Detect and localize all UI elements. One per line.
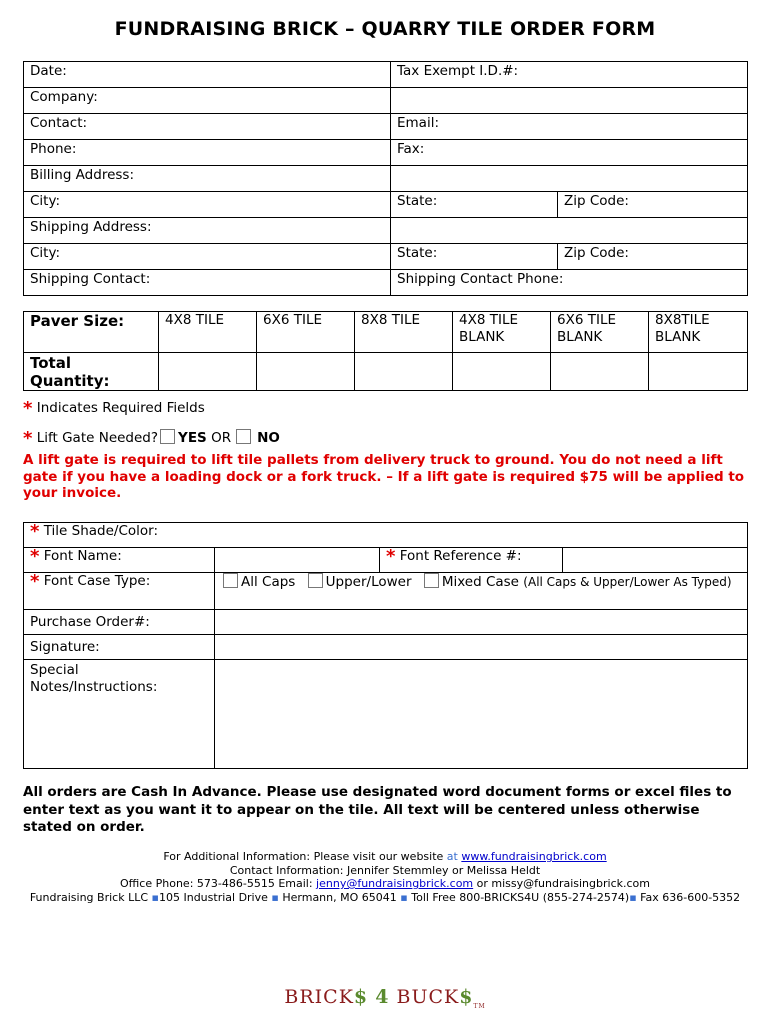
billing-address-label: Billing Address:: [30, 167, 134, 183]
billing-state-field[interactable]: [391, 192, 558, 218]
footer-contact-line: Contact Information: Jennifer Stemmley or Melissa Heldt: [229, 863, 541, 877]
tax-id-field[interactable]: [391, 62, 748, 88]
email-missy-text: or missy@fundraisingbrick.com: [476, 877, 650, 890]
bullet-icon: ▪: [629, 890, 637, 904]
purchase-order-label-cell: [24, 610, 215, 635]
special-notes-line-2: Notes/Instructions:: [30, 679, 158, 695]
bullet-icon: ▪: [271, 890, 279, 904]
shipping-state-field[interactable]: [391, 244, 558, 270]
billing-address-field-2[interactable]: [391, 166, 748, 192]
shipping-address-field[interactable]: [24, 218, 391, 244]
qty-4x8-tile[interactable]: [159, 353, 257, 391]
shipping-contact-label: Shipping Contact:: [30, 271, 151, 287]
bullet-icon: ▪: [151, 890, 159, 904]
required-asterisk-icon: *: [386, 546, 396, 567]
lift-gate-question: Lift Gate Needed?: [36, 430, 159, 446]
qty-6x6-tile-blank[interactable]: [551, 353, 649, 391]
phone-field[interactable]: [24, 140, 391, 166]
tile-shade-label: Tile Shade/Color:: [43, 523, 159, 539]
size-6x6-tile-blank: 6X6 TILE BLANK: [551, 312, 649, 353]
font-name-label: Font Name:: [43, 548, 122, 564]
office-phone-text: Office Phone: 573-486-5515 Email:: [120, 877, 313, 890]
size-8x8-tile: 8X8 TILE: [355, 312, 453, 353]
purchase-order-input[interactable]: [215, 610, 748, 635]
contact-info-table: [23, 61, 748, 296]
billing-address-field[interactable]: [24, 166, 391, 192]
all-caps-checkbox[interactable]: [223, 573, 238, 588]
required-fields-note: [23, 398, 205, 419]
tax-id-label: Tax Exempt I.D.#:: [397, 63, 519, 79]
total-quantity-line-2: Quantity:: [30, 372, 110, 390]
qty-8x8-tile[interactable]: [355, 353, 453, 391]
date-label: Date:: [30, 63, 67, 79]
required-asterisk-icon: *: [23, 428, 33, 449]
shipping-city-field[interactable]: [24, 244, 391, 270]
shipping-address-field-2[interactable]: [391, 218, 748, 244]
state-label: State:: [397, 193, 438, 209]
font-reference-label: Font Reference #:: [399, 548, 522, 564]
orders-notice: All orders are Cash In Advance. Please use designated word document forms or excel files to enter text as you want it to appear on the tile. All text will be centered unless otherwise stated on order.: [23, 784, 732, 835]
upper-lower-checkbox[interactable]: [308, 573, 323, 588]
required-asterisk-icon: *: [30, 521, 40, 542]
lift-gate-yes-label: YES: [178, 430, 207, 446]
city-label: City:: [30, 193, 61, 209]
paver-size-table: [23, 311, 748, 391]
city-label: City:: [30, 245, 61, 261]
toll-free-number: Toll Free 800-BRICKS4U (855-274-2574): [411, 890, 630, 904]
font-case-label: Font Case Type:: [43, 573, 151, 589]
logo-dollar-1: $: [353, 986, 369, 1008]
paver-size-label: Paver Size:: [24, 312, 159, 353]
upper-lower-label: Upper/Lower: [325, 574, 412, 590]
size-6x6-tile: 6X6 TILE: [257, 312, 355, 353]
size-4x8-tile: 4X8 TILE: [159, 312, 257, 353]
mixed-case-checkbox[interactable]: [424, 573, 439, 588]
email-field[interactable]: [391, 114, 748, 140]
street-address: 105 Industrial Drive: [158, 890, 268, 904]
required-fields-text: Indicates Required Fields: [36, 400, 205, 416]
logo-tm: TM: [473, 1002, 486, 1010]
billing-city-field[interactable]: [24, 192, 391, 218]
qty-4x8-tile-blank[interactable]: [453, 353, 551, 391]
font-case-options: [215, 573, 748, 610]
footer-info-line: [23, 850, 747, 864]
footer: [23, 850, 747, 904]
signature-label-cell: [24, 635, 215, 660]
lift-gate-or: OR: [211, 430, 232, 446]
email-label: Email:: [397, 115, 440, 131]
bricks-4-bucks-logo: [0, 986, 770, 1010]
logo-part-4: 4: [375, 986, 390, 1008]
required-asterisk-icon: *: [23, 398, 33, 419]
fax-label: Fax:: [397, 141, 425, 157]
zip-label: Zip Code:: [564, 193, 629, 209]
contact-field[interactable]: [24, 114, 391, 140]
company-label: Company:: [30, 89, 98, 105]
billing-zip-field[interactable]: [558, 192, 748, 218]
footer-phone-line: [23, 877, 747, 891]
shipping-contact-field[interactable]: [24, 270, 391, 296]
purchase-order-label: Purchase Order#:: [30, 614, 150, 630]
shipping-contact-phone-label: Shipping Contact Phone:: [397, 271, 564, 287]
lift-gate-no-label: NO: [257, 430, 280, 446]
logo-part-brick: BRICK: [284, 986, 354, 1008]
all-caps-label: All Caps: [241, 574, 296, 590]
shipping-contact-phone-field[interactable]: [391, 270, 748, 296]
website-link[interactable]: www.fundraisingbrick.com: [461, 850, 607, 863]
special-notes-label-cell: [24, 660, 215, 769]
total-quantity-line-1: Total: [30, 354, 71, 372]
font-reference-input[interactable]: [563, 548, 748, 573]
footer-info-at: at: [446, 850, 458, 863]
bullet-icon: ▪: [400, 890, 408, 904]
required-asterisk-icon: *: [30, 546, 40, 567]
total-quantity-label: [24, 353, 159, 391]
phone-label: Phone:: [30, 141, 77, 157]
lift-gate-no-checkbox[interactable]: [236, 429, 251, 444]
form-title: FUNDRAISING BRICK – QUARRY TILE ORDER FORM: [114, 18, 656, 40]
lift-gate-row: [23, 428, 280, 449]
shipping-address-label: Shipping Address:: [30, 219, 152, 235]
mixed-case-label: Mixed Case: [441, 574, 519, 590]
special-notes-line-1: Special: [30, 662, 79, 678]
fax-number: Fax 636-600-5352: [640, 890, 741, 904]
tile-shade-field[interactable]: [24, 523, 748, 548]
state-label: State:: [397, 245, 438, 261]
signature-label: Signature:: [30, 639, 100, 655]
contact-label: Contact:: [30, 115, 88, 131]
shipping-zip-field[interactable]: [558, 244, 748, 270]
date-field[interactable]: [24, 62, 391, 88]
lift-gate-yes-checkbox[interactable]: [160, 429, 175, 444]
size-4x8-tile-blank: 4X8 TILE BLANK: [453, 312, 551, 353]
font-name-input[interactable]: [215, 548, 380, 573]
lift-gate-notice: A lift gate is required to lift tile pallets from delivery truck to ground. You do not need a lift gate if you have a loading dock or a fork truck. – If a lift gate is required $75 will be applied to your invoice.: [23, 452, 745, 501]
tile-details-table: [23, 522, 748, 769]
qty-6x6-tile[interactable]: [257, 353, 355, 391]
signature-input[interactable]: [215, 635, 748, 660]
footer-address-line: [23, 891, 747, 905]
font-case-label-cell: [24, 573, 215, 610]
logo-part-buck: BUCK: [396, 986, 460, 1008]
company-field-2[interactable]: [391, 88, 748, 114]
special-notes-input[interactable]: [215, 660, 748, 769]
logo-dollar-2: $: [459, 986, 474, 1008]
font-name-label-cell: [24, 548, 215, 573]
email-link-jenny[interactable]: jenny@fundraisingbrick.com: [316, 877, 474, 890]
required-asterisk-icon: *: [30, 571, 40, 592]
footer-info-prefix: For Additional Information: Please visit our website: [163, 850, 444, 863]
fax-field[interactable]: [391, 140, 748, 166]
zip-label: Zip Code:: [564, 245, 629, 261]
company-field[interactable]: [24, 88, 391, 114]
size-8x8-tile-blank: 8X8TILE BLANK: [649, 312, 748, 353]
font-reference-label-cell: [380, 548, 563, 573]
company-name: Fundraising Brick LLC: [29, 890, 149, 904]
city-state-zip: Hermann, MO 65041: [282, 890, 397, 904]
qty-8x8-tile-blank[interactable]: [649, 353, 748, 391]
mixed-case-note: (All Caps & Upper/Lower As Typed): [523, 575, 732, 589]
